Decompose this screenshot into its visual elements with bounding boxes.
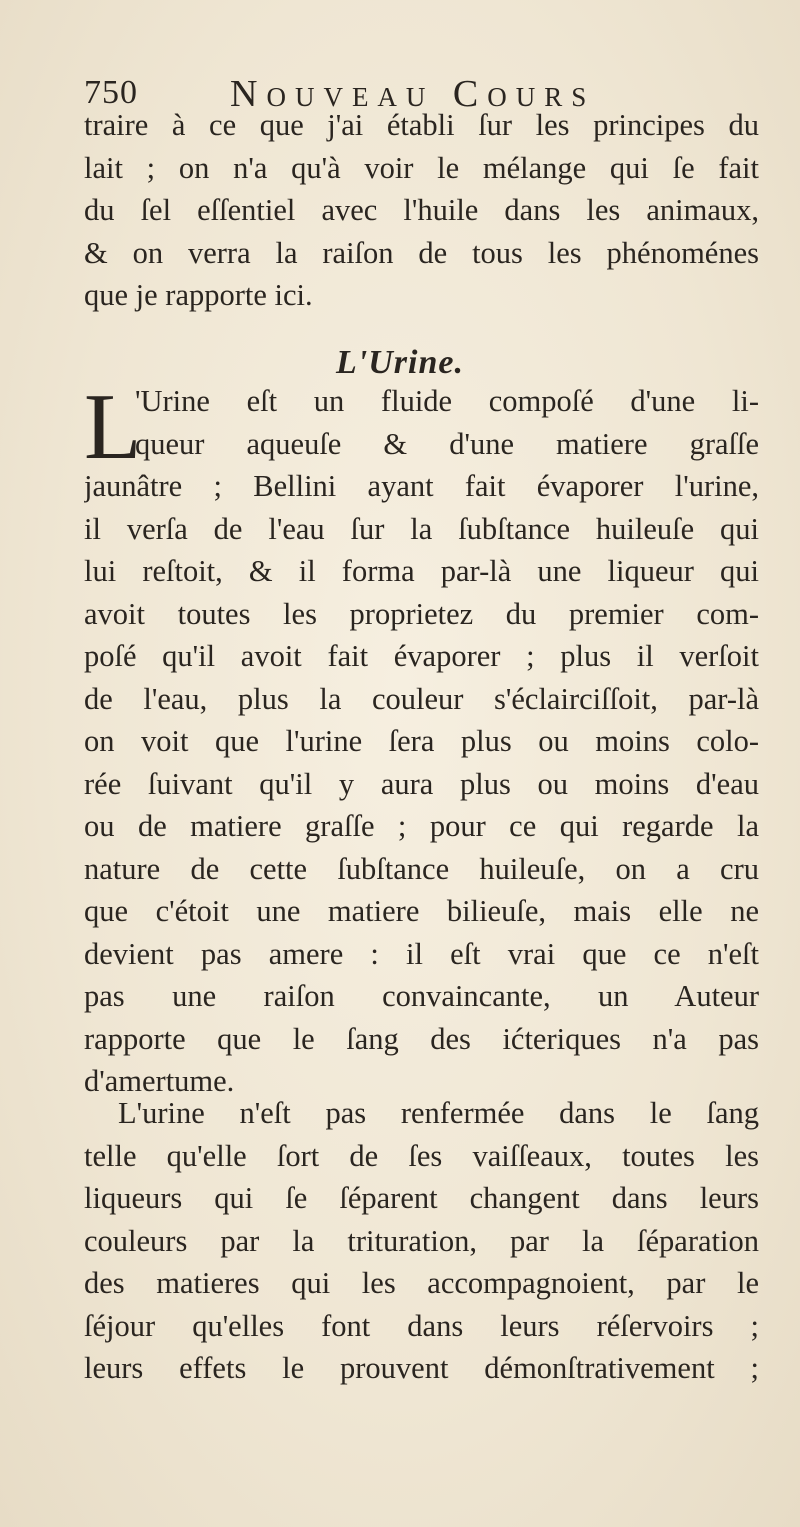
text-line: ſéjour qu'elles font dans leurs réſervoirs ;: [84, 1308, 759, 1343]
section-title: L'Urine.: [336, 344, 464, 381]
text-line: que je rapporte ici.: [84, 278, 313, 312]
text-line: 'Urine eſt un fluide compoſé d'une li-: [135, 384, 759, 418]
text-line: que c'étoit une matiere bilieuſe, mais elle ne: [84, 894, 759, 928]
text-line: rée ſuivant qu'il y aura plus ou moins d'eau: [84, 766, 759, 801]
text-line: L'urine n'eſt pas renfermée dans le ſang: [118, 1096, 759, 1130]
text-line: lui reſtoit, & il forma par-là une liqueur qui: [84, 554, 759, 588]
drop-cap: L: [84, 375, 142, 479]
text-line: queur aqueuſe & d'une matiere graſſe: [135, 426, 759, 461]
text-line: on voit que l'urine ſera plus ou moins colo-: [84, 724, 759, 758]
page-number: 750: [84, 74, 138, 111]
text-line: leurs effets le prouvent démonſtrativement ;: [84, 1351, 759, 1385]
text-line: des matieres qui les accompagnoient, par le: [84, 1266, 759, 1300]
text-line: pas une raiſon convaincante, un Auteur: [84, 979, 759, 1013]
text-line: couleurs par la trituration, par la ſéparation: [84, 1223, 759, 1258]
text-line: ou de matiere graſſe ; pour ce qui regarde la: [84, 809, 759, 843]
text-line: jaunâtre ; Bellini ayant fait évaporer l'urine,: [84, 469, 759, 503]
running-head: Nouveau Cours: [230, 73, 596, 115]
text-line: rapporte que le ſang des ićteriques n'a pas: [84, 1021, 759, 1056]
text-line: avoit toutes les proprietez du premier com-: [84, 596, 759, 631]
text-line: du ſel eſſentiel avec l'huile dans les animaux,: [84, 193, 759, 227]
text-line: traire à ce que j'ai établi ſur les principes du: [84, 108, 759, 142]
text-line: devient pas amere : il eſt vrai que ce n'eſt: [84, 936, 759, 971]
text-line: & on verra la raiſon de tous les phénoménes: [84, 235, 759, 270]
text-line: de l'eau, plus la couleur s'éclairciſſoit, par-là: [84, 681, 759, 716]
text-line: d'amertume.: [84, 1064, 235, 1098]
paragraph-blood: [84, 1092, 759, 1390]
text-line: telle qu'elle ſort de ſes vaiſſeaux, toutes les: [84, 1138, 759, 1173]
text-line: liqueurs qui ſe ſéparent changent dans leurs: [84, 1181, 759, 1215]
paragraph-urine: [84, 375, 759, 1103]
text-line: il verſa de l'eau ſur la ſubſtance huileuſe qui: [84, 511, 759, 546]
intro-paragraph: [84, 104, 759, 317]
text-line: nature de cette ſubſtance huileuſe, on a cru: [84, 851, 759, 886]
text-line: poſé qu'il avoit fait évaporer ; plus il verſoit: [84, 639, 759, 673]
text-line: lait ; on n'a qu'à voir le mélange qui ſe fait: [84, 150, 759, 185]
